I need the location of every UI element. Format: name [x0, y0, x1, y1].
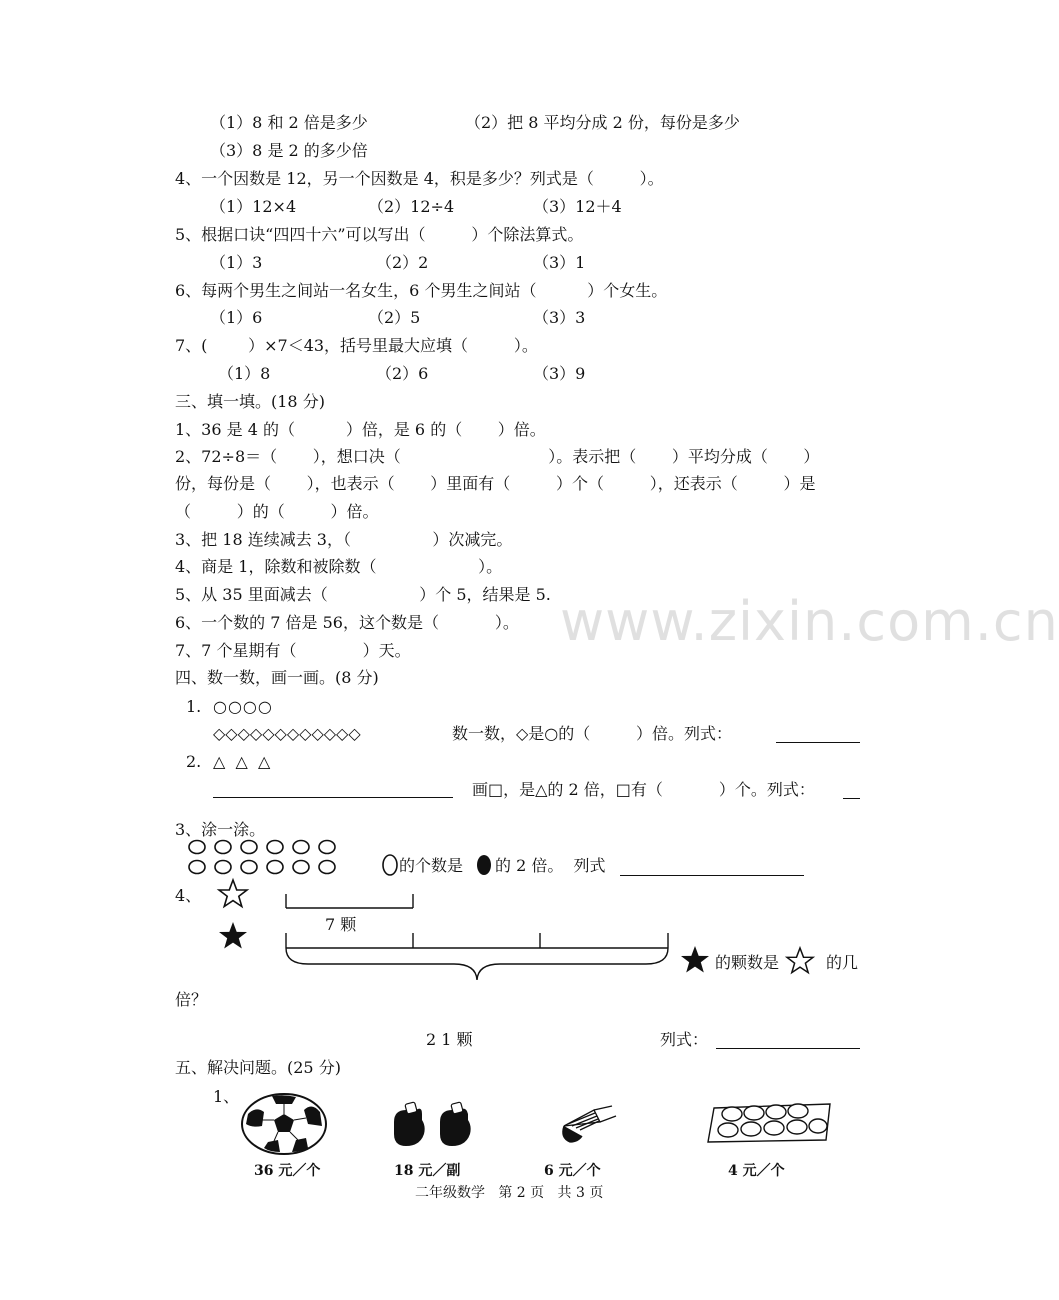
circles-row: ○○○○ [213, 697, 273, 716]
section-3-title: 三、填一填。(18 分) [175, 392, 325, 411]
price-label: 18 元／副 [394, 1163, 461, 1179]
section-4-title: 四、数一数，画一画。(8 分) [175, 668, 379, 687]
problem-1-label: 1、 [213, 1087, 240, 1106]
triangles-row: △ △ △ [213, 752, 271, 771]
q7-option: （3）9 [533, 364, 586, 383]
draw-item-2-text: 画□，是△的 2 倍，□有（ ）个。列式： [472, 780, 815, 799]
question-6: 6、每两个男生之间站一名女生，6 个男生之间站（ ）个女生。 [175, 281, 668, 300]
question-4: 4、一个因数是 12，另一个因数是 4，积是多少？列式是（ ）。 [175, 169, 664, 188]
draw-item-1-label: 1. [186, 697, 202, 716]
draw-item-3-text: 的个数是 [399, 856, 464, 875]
q6-option: （2）5 [368, 308, 421, 327]
fill-item-7: 7、7 个星期有（ ）天。 [175, 641, 411, 660]
solid-star-icon [218, 920, 248, 952]
ovals-group [188, 838, 338, 878]
ping-pong-paddles-icon [388, 1100, 480, 1150]
q5-option: （1）3 [210, 253, 263, 272]
q3-option-3: （3）8 是 2 的多少倍 [210, 141, 368, 160]
section-5-title: 五、解决问题。(25 分) [175, 1058, 341, 1077]
question-5: 5、根据口诀“四四十六”可以写出（ ）个除法算式。 [175, 225, 584, 244]
diamonds-row: ◇◇◇◇◇◇◇◇◇◇◇◇ [213, 724, 361, 743]
draw-item-4-text: 的几 [826, 953, 859, 972]
fill-item-4: 4、商是 1，除数和被除数（ ）。 [175, 557, 503, 576]
draw-item-2-label: 2. [186, 752, 202, 771]
fill-item-3: 3、把 18 连续减去 3，（ ）次减完。 [175, 530, 513, 549]
solid-star-icon [680, 944, 710, 976]
draw-item-4-text: 倍？ [175, 990, 208, 1009]
segment-label: 7 颗 [325, 915, 357, 934]
filled-oval-icon [475, 853, 493, 877]
answer-blank[interactable] [716, 1032, 860, 1049]
draw-item-1-text: 数一数，◇是○的（ ）倍。列式： [452, 724, 733, 743]
fill-item-5: 5、从 35 里面减去（ ）个 5，结果是 5. [175, 585, 551, 604]
hollow-star-icon [786, 946, 814, 976]
q4-option: （2）12÷4 [368, 197, 455, 216]
price-label: 36 元／个 [254, 1163, 321, 1179]
price-label: 4 元／个 [728, 1163, 785, 1179]
drawing-blank[interactable] [213, 781, 453, 798]
question-7: 7、( ）×7＜43，括号里最大应填（ ）。 [175, 336, 538, 355]
q7-option: （2）6 [376, 364, 429, 383]
shuttlecock-icon [560, 1104, 620, 1148]
q3-option-2: （2）把 8 平均分成 2 份，每份是多少 [465, 113, 740, 132]
egg-tray-icon [706, 1100, 836, 1146]
answer-blank[interactable] [776, 726, 860, 743]
soccer-ball-icon [240, 1092, 328, 1156]
q3-option-1: （1）8 和 2 倍是多少 [210, 113, 368, 132]
q6-option: （1）6 [210, 308, 263, 327]
q7-option: （1）8 [218, 364, 271, 383]
q4-option: （1）12×4 [210, 197, 297, 216]
total-bar-with-brace [284, 930, 674, 986]
empty-oval-icon [381, 853, 399, 877]
draw-item-3-text: 的 2 倍。 列式 [495, 856, 606, 875]
q4-option: （3）12＋4 [533, 197, 622, 216]
total-label: 2 1 颗 [426, 1030, 473, 1049]
price-label: 6 元／个 [544, 1163, 601, 1179]
draw-item-3-label: 3、涂一涂。 [175, 820, 266, 839]
fill-item-2-cont: 份，每份是（ ），也表示（ ）里面有（ ）个（ ），还表示（ ）是 [175, 474, 816, 493]
fill-item-2-cont: （ ）的（ ）倍。 [175, 502, 379, 521]
formula-label: 列式： [660, 1030, 709, 1049]
fill-item-1: 1、36 是 4 的（ ）倍，是 6 的（ ）倍。 [175, 420, 546, 439]
hollow-star-icon [218, 878, 248, 910]
draw-item-4-text: 的颗数是 [715, 953, 780, 972]
q6-option: （3）3 [533, 308, 586, 327]
segment-bar [284, 890, 419, 914]
fill-item-6: 6、一个数的 7 倍是 56，这个数是（ ）。 [175, 613, 519, 632]
answer-blank[interactable] [843, 782, 860, 799]
q5-option: （2）2 [376, 253, 429, 272]
draw-item-4-label: 4、 [175, 886, 202, 905]
q5-option: （3）1 [533, 253, 586, 272]
page-footer: 二年级数学 第 2 页 共 3 页 [415, 1185, 604, 1201]
watermark: www.zixin.com.cn [560, 590, 1059, 653]
fill-item-2: 2、72÷8＝（ ），想口决（ ）。表示把（ ）平均分成（ ） [175, 447, 820, 466]
answer-blank[interactable] [620, 859, 804, 876]
